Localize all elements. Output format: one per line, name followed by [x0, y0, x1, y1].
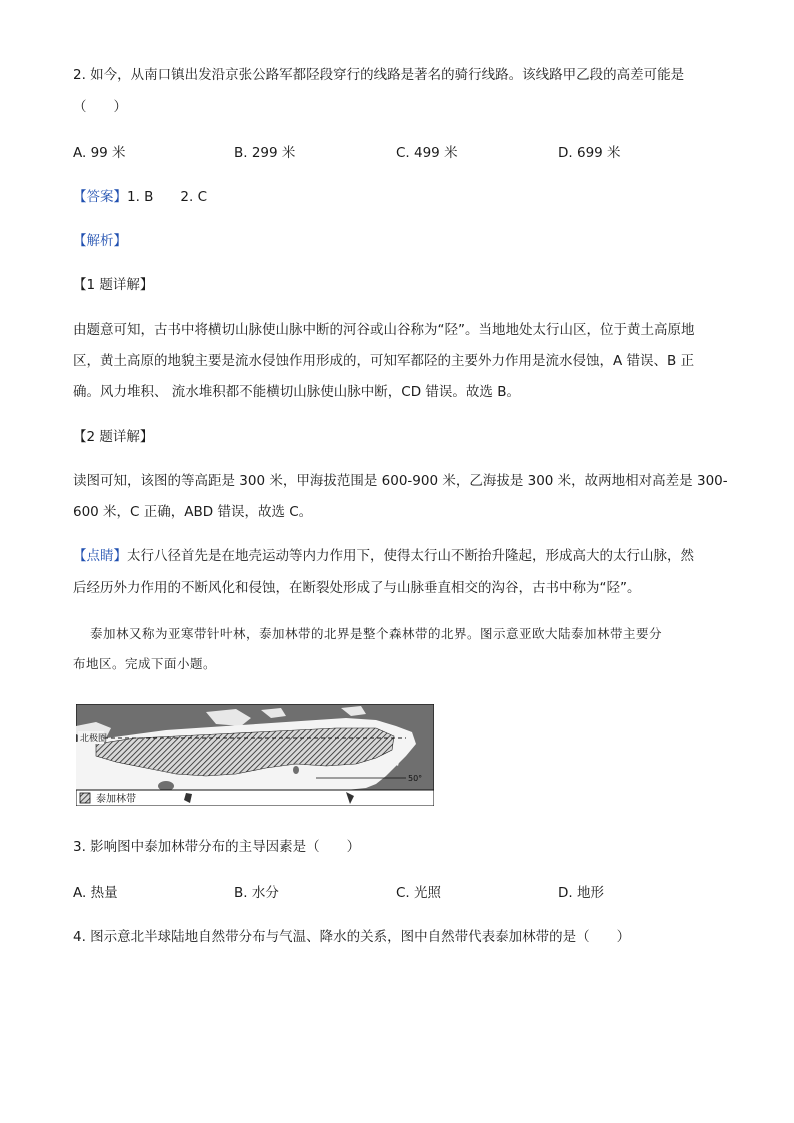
answer-tag: 【答案】: [73, 189, 127, 205]
q3-option-b: B. 水分: [234, 885, 279, 901]
taiga-map: [76, 704, 434, 806]
arctic-label: 北极圈: [80, 734, 108, 744]
q2-option-b: B. 299 米: [234, 145, 296, 161]
tip-tag: 【点睛】: [73, 548, 127, 564]
map-baikal: [293, 766, 299, 774]
detail1-tag: 【1 题详解】: [73, 277, 154, 293]
q2-stem-line2: （ ）: [73, 99, 127, 115]
legend-swatch: [80, 793, 90, 803]
q3-option-a: A. 热量: [73, 885, 118, 901]
detail2-tag: 【2 题详解】: [73, 429, 154, 445]
detail2-line1: 读图可知，该图的等高距是 300 米，甲海拔范围是 600-900 米，乙海拔是 300 米，故两地相对高差是 300-: [73, 473, 728, 489]
q3-option-c: C. 光照: [396, 885, 442, 901]
intro-line1: 泰加林又称为亚寒带针叶林，泰加林带的北界是整个森林带的北界。图示意亚欧大陆泰加林带主要分: [90, 626, 663, 641]
tip-text: 太行八径首先是在地壳运动等内力作用下，使得太行山不断抬升隆起，形成高大的太行山脉，然: [127, 548, 694, 564]
legend-label: 泰加林带: [96, 794, 136, 805]
tip-line1: [73, 547, 694, 565]
q3-stem: 3. 影响图中泰加林带分布的主导因素是（ ）: [73, 839, 361, 855]
detail1-line3: 确。风力堆积、 流水堆积都不能横切山脉使山脉中断，CD 错误。故选 B。: [73, 384, 520, 400]
q2-option-d: D. 699 米: [558, 145, 621, 161]
q2-option-a: A. 99 米: [73, 145, 126, 161]
q4-stem: 4. 图示意北半球陆地自然带分布与气温、降水的关系，图中自然带代表泰加林带的是（ ）: [73, 929, 631, 945]
tip-line2: 后经历外力作用的不断风化和侵蚀，在断裂处形成了与山脉垂直相交的沟谷，古书中称为“陉”。: [73, 580, 641, 596]
detail1-line2: 区，黄土高原的地貌主要是流水侵蚀作用形成的，可知军都陉的主要外力作用是流水侵蚀，A 错误、B 正: [73, 353, 695, 369]
answer-line: [73, 188, 207, 206]
q2-option-c: C. 499 米: [396, 145, 458, 161]
detail1-line1: 由题意可知，古书中将横切山脉使山脉中断的河谷或山谷称为“陉”。当地地处太行山区，位于黄土高原地: [73, 322, 695, 338]
q3-option-d: D. 地形: [558, 885, 604, 901]
taiga-map-svg: [76, 704, 434, 806]
answer-text: 1. B 2. C: [127, 189, 208, 205]
analysis-tag: 【解析】: [73, 233, 127, 249]
lat-50-label: 50°: [408, 774, 423, 783]
detail2-line2: 600 米，C 正确，ABD 错误，故选 C。: [73, 504, 313, 520]
intro-line2: 布地区。完成下面小题。: [73, 656, 217, 671]
q2-stem-line1: 2. 如今，从南口镇出发沿京张公路军都陉段穿行的线路是著名的骑行线路。该线路甲乙段的高差可能是: [73, 67, 685, 83]
